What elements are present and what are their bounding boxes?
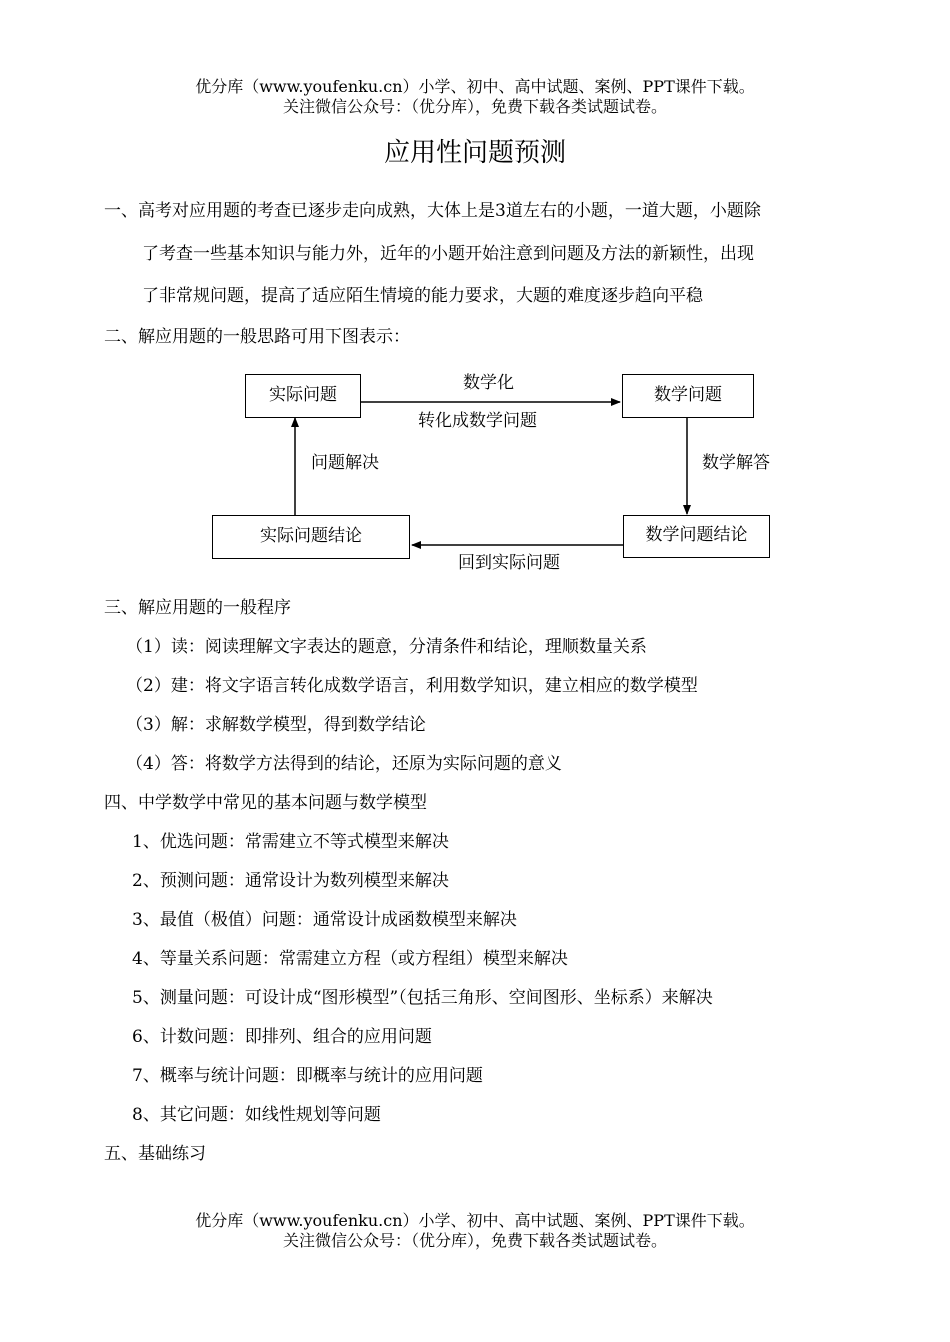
- section4-item: 1、优选问题：常需建立不等式模型来解决: [132, 832, 449, 852]
- section3-step: （4）答：将数学方法得到的结论，还原为实际问题的意义: [126, 754, 562, 774]
- footer-line-2: 关注微信公众号：（优分库），免费下载各类试题试卷。: [282, 1231, 667, 1250]
- box-real-conclusion: 实际问题结论: [212, 515, 410, 559]
- section4-item: 3、最值（极值）问题：通常设计成函数模型来解决: [132, 910, 517, 930]
- box-math-problem: 数学问题: [622, 374, 754, 418]
- section4-item: 7、概率与统计问题：即概率与统计的应用问题: [132, 1066, 483, 1086]
- section4-heading: 四、中学数学中常见的基本问题与数学模型: [104, 793, 427, 813]
- section1-line-3: 了非常规问题，提高了适应陌生情境的能力要求，大题的难度逐步趋向平稳: [142, 286, 703, 306]
- header-line-1: 优分库（www.youfenku.cn）小学、初中、高中试题、案例、PPT课件下载。: [195, 77, 755, 96]
- box-real-problem: 实际问题: [245, 374, 361, 418]
- section4-item: 8、其它问题：如线性规划等问题: [132, 1105, 381, 1125]
- label-transform: 转化成数学问题: [418, 411, 537, 431]
- section2-heading: 二、解应用题的一般思路可用下图表示：: [104, 327, 410, 347]
- page-title: 应用性问题预测: [383, 138, 566, 168]
- section3-step: （3）解：求解数学模型，得到数学结论: [126, 715, 426, 735]
- label-solve-problem: 问题解决: [311, 453, 379, 473]
- section4-item: 4、等量关系问题：常需建立方程（或方程组）模型来解决: [132, 949, 568, 969]
- section4-item: 5、测量问题：可设计成“图形模型”（包括三角形、空间图形、坐标系）来解决: [132, 988, 713, 1008]
- section1-line-2: 了考查一些基本知识与能力外，近年的小题开始注意到问题及方法的新颖性，出现: [142, 244, 754, 264]
- section4-item: 6、计数问题：即排列、组合的应用问题: [132, 1027, 432, 1047]
- label-mathematize: 数学化: [463, 373, 514, 393]
- section4-item: 2、预测问题：通常设计为数列模型来解决: [132, 871, 449, 891]
- section3-heading: 三、解应用题的一般程序: [104, 598, 291, 618]
- label-return: 回到实际问题: [458, 553, 560, 573]
- section5-heading: 五、基础练习: [104, 1144, 206, 1164]
- box-math-conclusion: 数学问题结论: [623, 515, 770, 558]
- section1-line-1: 一、高考对应用题的考查已逐步走向成熟，大体上是3道左右的小题，一道大题，小题除: [104, 201, 761, 221]
- section3-step: （1）读：阅读理解文字表达的题意，分清条件和结论，理顺数量关系: [126, 637, 647, 657]
- footer-line-1: 优分库（www.youfenku.cn）小学、初中、高中试题、案例、PPT课件下载。: [195, 1211, 755, 1230]
- section3-step: （2）建：将文字语言转化成数学语言，利用数学知识，建立相应的数学模型: [126, 676, 698, 696]
- label-solve-math: 数学解答: [702, 453, 770, 473]
- header-line-2: 关注微信公众号：（优分库），免费下载各类试题试卷。: [282, 97, 667, 116]
